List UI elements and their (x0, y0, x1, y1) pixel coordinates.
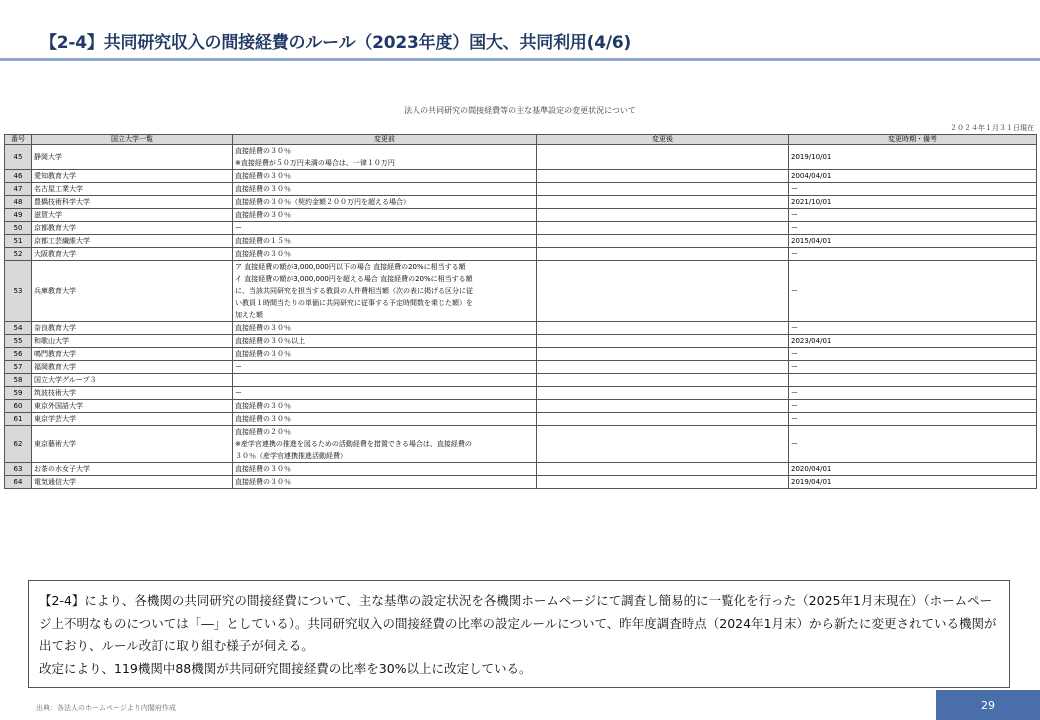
table-row (5, 209, 1037, 222)
slide-title: 【2-4】共同研究収入の間接経費のルール（2023年度）国大、共同利用(4/6) (40, 33, 632, 53)
table-row (5, 463, 1037, 476)
university-name: 筑波技術大学 (32, 387, 233, 400)
change-date-note: 2021/10/01 (789, 196, 1037, 209)
table-row (5, 387, 1037, 400)
change-date-note: ー (789, 400, 1037, 413)
after-change (537, 145, 789, 170)
as-of-date: ２０２４年１月３１日現在 (950, 124, 1034, 132)
before-change: 直接経費の３０％ ※直接経費が５０万円未満の場合は、一律１０万円 (233, 145, 537, 170)
change-date-note: 2023/04/01 (789, 335, 1037, 348)
row-number: 47 (5, 183, 32, 196)
change-date-note: 2020/04/01 (789, 463, 1037, 476)
after-change (537, 413, 789, 426)
table-title: 法人の共同研究の間接経費等の主な基準設定の変更状況について (404, 106, 636, 115)
before-change: 直接経費の３０％ (233, 476, 537, 489)
row-number: 64 (5, 476, 32, 489)
table-row (5, 235, 1037, 248)
row-number: 56 (5, 348, 32, 361)
row-number: 46 (5, 170, 32, 183)
change-date-note: ー (789, 209, 1037, 222)
summary-paragraph-1: 【2-4】により、各機関の共同研究の間接経費について、主な基準の設定状況を各機関ホームページにて調査し簡易的に一覧化を行った（2025年1月末現在）（ホームページ上不明なものについては「―」としている）。共同研究収入の間接経費の比率の設定ルールについて、昨年度調査時点（2024年1月末）から新たに変更されている機関が出ており、ルール改訂に取り組む様子が伺える。 (39, 593, 997, 654)
change-date-note: ー (789, 348, 1037, 361)
after-change (537, 170, 789, 183)
before-change: 直接経費の３０％ (233, 348, 537, 361)
before-change: 直接経費の２０％ ※産学官連携の推進を図るための活動経費を措置できる場合は、直接経費の ３０％（産学官連携推進活動経費） (233, 426, 537, 463)
university-name: 滋賀大学 (32, 209, 233, 222)
table-row (5, 348, 1037, 361)
table-row (5, 374, 1037, 387)
before-change: 直接経費の１５％ (233, 235, 537, 248)
before-change: 直接経費の３０％（契約金額２００万円を超える場合） (233, 196, 537, 209)
after-change (537, 335, 789, 348)
row-number: 60 (5, 400, 32, 413)
after-change (537, 322, 789, 335)
table-row (5, 322, 1037, 335)
change-date-note (789, 374, 1037, 387)
university-name: お茶の水女子大学 (32, 463, 233, 476)
before-change: 直接経費の３０％ (233, 209, 537, 222)
table-row (5, 261, 1037, 322)
table-row (5, 145, 1037, 170)
title-divider (0, 58, 1040, 61)
university-name: 和歌山大学 (32, 335, 233, 348)
before-change: ー (233, 387, 537, 400)
row-number: 62 (5, 426, 32, 463)
row-number: 58 (5, 374, 32, 387)
after-change (537, 426, 789, 463)
summary-paragraph-2: 改定により、119機関中88機関が共同研究間接経費の比率を30%以上に改定している。 (39, 660, 532, 676)
before-change: ー (233, 222, 537, 235)
university-name: 大阪教育大学 (32, 248, 233, 261)
table-row (5, 222, 1037, 235)
row-number: 49 (5, 209, 32, 222)
row-number: 54 (5, 322, 32, 335)
change-date-note: ー (789, 361, 1037, 374)
row-number: 61 (5, 413, 32, 426)
overhead-rules-table (4, 134, 1037, 489)
before-change: 直接経費の３０％ (233, 170, 537, 183)
before-change: 直接経費の３０％ (233, 322, 537, 335)
change-date-note: ー (789, 261, 1037, 322)
after-change (537, 248, 789, 261)
university-name: 東京学芸大学 (32, 413, 233, 426)
table-row (5, 361, 1037, 374)
university-name: 静岡大学 (32, 145, 233, 170)
table-row (5, 335, 1037, 348)
column-header-before: 変更前 (233, 135, 537, 145)
table-row (5, 400, 1037, 413)
change-date-note: ー (789, 426, 1037, 463)
university-name: 豊橋技術科学大学 (32, 196, 233, 209)
column-header-university: 国立大学一覧 (32, 135, 233, 145)
after-change (537, 374, 789, 387)
after-change (537, 400, 789, 413)
table-row (5, 476, 1037, 489)
before-change (233, 374, 537, 387)
after-change (537, 235, 789, 248)
after-change (537, 196, 789, 209)
after-change (537, 463, 789, 476)
row-number: 55 (5, 335, 32, 348)
change-date-note: 2004/04/01 (789, 170, 1037, 183)
after-change (537, 387, 789, 400)
change-date-note: ー (789, 183, 1037, 196)
table-row (5, 248, 1037, 261)
page-number: 29 (936, 690, 1040, 720)
change-date-note: 2015/04/01 (789, 235, 1037, 248)
before-change: ー (233, 361, 537, 374)
university-name: 国立大学グループ３ (32, 374, 233, 387)
before-change: ア 直接経費の額が3,000,000円以下の場合 直接経費の20%に相当する額 イ 直接経費の額が3,000,000円を超える場合 直接経費の20%に相当する額 に、当該共同研究を担当する教員の人件費相当額（次の表に掲げる区分に従 い教員１時間当たりの単価に共同研究に従事する予定時間数を乗じた額）を 加えた額 (233, 261, 537, 322)
table-row (5, 196, 1037, 209)
row-number: 48 (5, 196, 32, 209)
university-name: 愛知教育大学 (32, 170, 233, 183)
change-date-note: ー (789, 413, 1037, 426)
before-change: 直接経費の３０％ (233, 183, 537, 196)
university-name: 鳴門教育大学 (32, 348, 233, 361)
university-name: 名古屋工業大学 (32, 183, 233, 196)
university-name: 京都工芸繊維大学 (32, 235, 233, 248)
column-header-number: 番号 (5, 135, 32, 145)
after-change (537, 361, 789, 374)
row-number: 59 (5, 387, 32, 400)
university-name: 東京藝術大学 (32, 426, 233, 463)
row-number: 50 (5, 222, 32, 235)
before-change: 直接経費の３０％ (233, 463, 537, 476)
column-header-note: 変更時期・備考 (789, 135, 1037, 145)
after-change (537, 261, 789, 322)
after-change (537, 222, 789, 235)
university-name: 兵庫教育大学 (32, 261, 233, 322)
table-row (5, 426, 1037, 463)
before-change: 直接経費の３０％ (233, 413, 537, 426)
row-number: 52 (5, 248, 32, 261)
before-change: 直接経費の３０％ (233, 400, 537, 413)
summary-box (28, 580, 1010, 688)
university-name: 東京外国語大学 (32, 400, 233, 413)
row-number: 45 (5, 145, 32, 170)
university-name: 奈良教育大学 (32, 322, 233, 335)
university-name: 福岡教育大学 (32, 361, 233, 374)
row-number: 63 (5, 463, 32, 476)
university-name: 電気通信大学 (32, 476, 233, 489)
after-change (537, 348, 789, 361)
column-header-after: 変更後 (537, 135, 789, 145)
after-change (537, 209, 789, 222)
source-note: 出典：各法人のホームページより内閣府作成 (36, 704, 176, 712)
table-body (5, 145, 1037, 489)
before-change: 直接経費の３０％ (233, 248, 537, 261)
row-number: 57 (5, 361, 32, 374)
change-date-note: ー (789, 222, 1037, 235)
row-number: 53 (5, 261, 32, 322)
before-change: 直接経費の３０％以上 (233, 335, 537, 348)
change-date-note: ー (789, 248, 1037, 261)
after-change (537, 476, 789, 489)
university-name: 京都教育大学 (32, 222, 233, 235)
table-row (5, 170, 1037, 183)
table-row (5, 413, 1037, 426)
table-row (5, 183, 1037, 196)
row-number: 51 (5, 235, 32, 248)
change-date-note: 2019/04/01 (789, 476, 1037, 489)
table-header-row (5, 135, 1037, 145)
after-change (537, 183, 789, 196)
change-date-note: ー (789, 387, 1037, 400)
change-date-note: 2019/10/01 (789, 145, 1037, 170)
change-date-note: ー (789, 322, 1037, 335)
